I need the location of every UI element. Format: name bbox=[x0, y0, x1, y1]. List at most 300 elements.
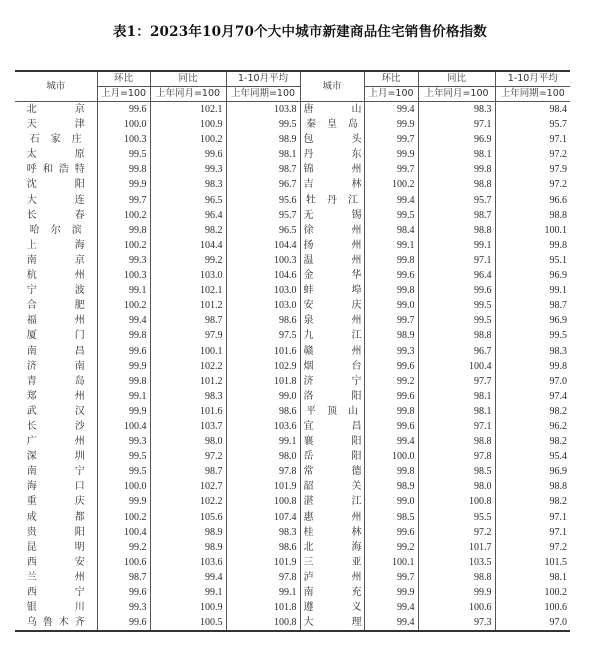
city-name: 惠 州 bbox=[303, 511, 362, 523]
city-cell bbox=[300, 328, 364, 343]
city-cell bbox=[15, 162, 97, 177]
avg-cell: 101.8 bbox=[226, 600, 300, 615]
city-name: 南 充 bbox=[303, 587, 362, 598]
mom-cell: 100.6 bbox=[97, 555, 150, 570]
header-mom-base-left: 上月=100 bbox=[97, 87, 150, 102]
city-cell bbox=[15, 238, 97, 253]
yoy-cell: 99.4 bbox=[150, 570, 226, 585]
mom-cell: 99.8 bbox=[97, 162, 150, 177]
yoy-cell: 99.1 bbox=[418, 238, 495, 253]
city-name: 韶 关 bbox=[303, 481, 362, 493]
mom-cell: 100.0 bbox=[97, 479, 150, 494]
yoy-cell: 96.4 bbox=[418, 268, 495, 283]
header-avg-base-right: 上年同期=100 bbox=[495, 87, 570, 102]
mom-cell: 99.8 bbox=[364, 283, 418, 298]
city-name: 北 海 bbox=[303, 541, 362, 553]
city-cell bbox=[15, 283, 97, 298]
mom-cell: 100.2 bbox=[97, 510, 150, 525]
avg-cell: 96.7 bbox=[226, 177, 300, 192]
header-yoy-left: 同比 bbox=[150, 71, 226, 87]
mom-cell: 100.0 bbox=[97, 117, 150, 132]
avg-cell: 99.0 bbox=[226, 389, 300, 404]
mom-cell: 99.8 bbox=[97, 374, 150, 389]
avg-cell: 107.4 bbox=[226, 510, 300, 525]
mom-cell: 99.5 bbox=[97, 147, 150, 162]
city-cell bbox=[15, 555, 97, 570]
mom-cell: 99.4 bbox=[364, 600, 418, 615]
city-cell bbox=[15, 132, 97, 147]
table-row bbox=[15, 419, 570, 434]
table-row bbox=[15, 585, 570, 600]
mom-cell: 99.6 bbox=[97, 615, 150, 631]
table-row bbox=[15, 283, 570, 298]
avg-cell: 101.6 bbox=[226, 344, 300, 359]
avg-cell: 99.1 bbox=[226, 434, 300, 449]
yoy-cell: 98.8 bbox=[418, 328, 495, 343]
city-cell bbox=[300, 117, 364, 132]
city-cell bbox=[300, 600, 364, 615]
header-yoy-base-left: 上年同月=100 bbox=[150, 87, 226, 102]
city-name: 广 州 bbox=[26, 436, 85, 448]
city-name: 济 南 bbox=[26, 360, 85, 372]
yoy-cell: 95.7 bbox=[418, 193, 495, 208]
city-cell bbox=[15, 328, 97, 343]
avg-cell: 100.3 bbox=[226, 253, 300, 268]
mom-cell: 99.9 bbox=[364, 585, 418, 600]
city-name: 重 庆 bbox=[26, 496, 85, 508]
header-row-1 bbox=[15, 71, 570, 87]
city-cell bbox=[15, 102, 97, 118]
avg-cell: 98.8 bbox=[495, 479, 570, 494]
avg-cell: 97.8 bbox=[226, 464, 300, 479]
mom-cell: 100.0 bbox=[364, 449, 418, 464]
yoy-cell: 100.9 bbox=[150, 117, 226, 132]
city-name: 宜 昌 bbox=[303, 420, 362, 432]
city-cell bbox=[300, 298, 364, 313]
mom-cell: 99.4 bbox=[364, 102, 418, 118]
city-cell bbox=[15, 510, 97, 525]
city-name: 济 宁 bbox=[303, 375, 362, 387]
avg-cell: 98.7 bbox=[495, 298, 570, 313]
avg-cell: 102.9 bbox=[226, 359, 300, 374]
city-name: 杭 州 bbox=[26, 270, 85, 282]
city-cell bbox=[300, 283, 364, 298]
city-cell bbox=[300, 479, 364, 494]
city-cell bbox=[15, 147, 97, 162]
city-cell bbox=[15, 449, 97, 464]
header-avg-left: 1-10月平均 bbox=[226, 71, 300, 87]
avg-cell: 98.6 bbox=[226, 404, 300, 419]
avg-cell: 98.6 bbox=[226, 540, 300, 555]
yoy-cell: 97.1 bbox=[418, 253, 495, 268]
city-cell bbox=[300, 162, 364, 177]
mom-cell: 99.6 bbox=[364, 389, 418, 404]
yoy-cell: 102.1 bbox=[150, 283, 226, 298]
header-avg-base-left: 上年同期=100 bbox=[226, 87, 300, 102]
yoy-cell: 102.2 bbox=[150, 359, 226, 374]
city-name: 九 江 bbox=[303, 330, 362, 342]
city-name: 秦 皇 岛 bbox=[306, 119, 358, 131]
city-cell bbox=[15, 615, 97, 631]
city-name: 长 沙 bbox=[26, 420, 85, 432]
yoy-cell: 98.1 bbox=[418, 389, 495, 404]
city-cell bbox=[15, 570, 97, 585]
header-row-2 bbox=[15, 87, 570, 102]
avg-cell: 95.7 bbox=[226, 208, 300, 223]
avg-cell: 103.8 bbox=[226, 102, 300, 118]
yoy-cell: 103.5 bbox=[418, 555, 495, 570]
table-row bbox=[15, 147, 570, 162]
city-cell bbox=[300, 253, 364, 268]
yoy-cell: 100.2 bbox=[150, 132, 226, 147]
city-name: 上 海 bbox=[26, 239, 85, 251]
mom-cell: 98.9 bbox=[364, 479, 418, 494]
yoy-cell: 99.6 bbox=[418, 283, 495, 298]
table-body bbox=[15, 102, 570, 632]
mom-cell: 99.7 bbox=[97, 193, 150, 208]
table-row bbox=[15, 177, 570, 192]
header-city-left: 城市 bbox=[15, 71, 97, 102]
avg-cell: 98.8 bbox=[495, 208, 570, 223]
yoy-cell: 97.1 bbox=[418, 419, 495, 434]
yoy-cell: 96.4 bbox=[150, 208, 226, 223]
mom-cell: 99.8 bbox=[364, 404, 418, 419]
yoy-cell: 98.5 bbox=[418, 464, 495, 479]
mom-cell: 98.5 bbox=[364, 510, 418, 525]
city-cell bbox=[300, 313, 364, 328]
avg-cell: 98.9 bbox=[226, 132, 300, 147]
yoy-cell: 102.2 bbox=[150, 494, 226, 509]
mom-cell: 99.4 bbox=[97, 313, 150, 328]
table-row bbox=[15, 344, 570, 359]
city-name: 湛 江 bbox=[303, 496, 362, 508]
mom-cell: 99.3 bbox=[97, 600, 150, 615]
mom-cell: 100.2 bbox=[97, 208, 150, 223]
yoy-cell: 97.9 bbox=[150, 328, 226, 343]
yoy-cell: 97.2 bbox=[150, 449, 226, 464]
mom-cell: 100.2 bbox=[97, 238, 150, 253]
city-cell bbox=[300, 434, 364, 449]
mom-cell: 100.2 bbox=[364, 177, 418, 192]
avg-cell: 103.6 bbox=[226, 419, 300, 434]
avg-cell: 100.6 bbox=[495, 600, 570, 615]
city-name: 丹 东 bbox=[303, 149, 362, 161]
city-name: 赣 州 bbox=[303, 345, 362, 357]
city-name: 平 顶 山 bbox=[306, 405, 358, 417]
yoy-cell: 98.1 bbox=[418, 404, 495, 419]
city-name: 吉 林 bbox=[303, 179, 362, 191]
city-name: 安 庆 bbox=[303, 300, 362, 312]
city-name: 泸 州 bbox=[303, 571, 362, 583]
city-cell bbox=[300, 374, 364, 389]
table-row bbox=[15, 525, 570, 540]
city-cell bbox=[15, 494, 97, 509]
table-row bbox=[15, 223, 570, 238]
city-cell bbox=[15, 253, 97, 268]
mom-cell: 100.3 bbox=[97, 268, 150, 283]
header-city-right: 城市 bbox=[300, 71, 364, 102]
avg-cell: 98.2 bbox=[495, 434, 570, 449]
avg-cell: 97.2 bbox=[495, 177, 570, 192]
yoy-cell: 98.9 bbox=[150, 540, 226, 555]
avg-cell: 97.1 bbox=[495, 525, 570, 540]
city-cell bbox=[15, 419, 97, 434]
mom-cell: 98.7 bbox=[97, 570, 150, 585]
table-row bbox=[15, 510, 570, 525]
avg-cell: 99.5 bbox=[226, 117, 300, 132]
avg-cell: 98.0 bbox=[226, 449, 300, 464]
avg-cell: 99.8 bbox=[495, 359, 570, 374]
avg-cell: 96.2 bbox=[495, 419, 570, 434]
avg-cell: 96.6 bbox=[495, 193, 570, 208]
table-row bbox=[15, 494, 570, 509]
city-cell bbox=[300, 555, 364, 570]
city-name: 包 头 bbox=[303, 134, 362, 146]
city-cell bbox=[15, 268, 97, 283]
city-cell bbox=[300, 177, 364, 192]
avg-cell: 98.1 bbox=[495, 570, 570, 585]
city-cell bbox=[15, 177, 97, 192]
mom-cell: 99.9 bbox=[364, 147, 418, 162]
table-row bbox=[15, 570, 570, 585]
city-name: 洛 阳 bbox=[303, 390, 362, 402]
avg-cell: 99.8 bbox=[495, 238, 570, 253]
city-name: 牡 丹 江 bbox=[306, 194, 358, 206]
city-cell bbox=[300, 615, 364, 631]
city-cell bbox=[300, 510, 364, 525]
avg-cell: 96.9 bbox=[495, 268, 570, 283]
yoy-cell: 99.1 bbox=[150, 585, 226, 600]
city-name: 徐 州 bbox=[303, 224, 362, 236]
yoy-cell: 98.0 bbox=[418, 479, 495, 494]
yoy-cell: 99.8 bbox=[418, 162, 495, 177]
city-cell bbox=[15, 585, 97, 600]
city-name: 无 锡 bbox=[303, 209, 362, 221]
avg-cell: 98.2 bbox=[495, 494, 570, 509]
mom-cell: 99.6 bbox=[97, 585, 150, 600]
yoy-cell: 99.3 bbox=[150, 162, 226, 177]
city-name: 郑 州 bbox=[26, 390, 85, 402]
mom-cell: 99.3 bbox=[97, 253, 150, 268]
city-cell bbox=[300, 132, 364, 147]
mom-cell: 99.2 bbox=[364, 540, 418, 555]
avg-cell: 104.6 bbox=[226, 268, 300, 283]
avg-cell: 95.4 bbox=[495, 449, 570, 464]
city-cell bbox=[15, 208, 97, 223]
avg-cell: 97.2 bbox=[495, 147, 570, 162]
table-row bbox=[15, 268, 570, 283]
mom-cell: 99.6 bbox=[97, 344, 150, 359]
yoy-cell: 98.8 bbox=[418, 177, 495, 192]
mom-cell: 99.4 bbox=[364, 193, 418, 208]
city-name: 遵 义 bbox=[303, 602, 362, 614]
yoy-cell: 105.6 bbox=[150, 510, 226, 525]
city-name: 扬 州 bbox=[303, 239, 362, 251]
avg-cell: 97.1 bbox=[495, 132, 570, 147]
city-name: 南 京 bbox=[26, 254, 85, 266]
yoy-cell: 98.9 bbox=[150, 525, 226, 540]
city-cell bbox=[300, 102, 364, 118]
city-name: 烟 台 bbox=[303, 360, 362, 372]
mom-cell: 100.3 bbox=[97, 132, 150, 147]
mom-cell: 99.3 bbox=[364, 344, 418, 359]
mom-cell: 99.8 bbox=[364, 464, 418, 479]
avg-cell: 100.1 bbox=[495, 223, 570, 238]
yoy-cell: 97.2 bbox=[418, 525, 495, 540]
table-row bbox=[15, 208, 570, 223]
yoy-cell: 100.1 bbox=[150, 344, 226, 359]
mom-cell: 99.4 bbox=[364, 434, 418, 449]
avg-cell: 97.4 bbox=[495, 389, 570, 404]
mom-cell: 100.4 bbox=[97, 525, 150, 540]
avg-cell: 97.0 bbox=[495, 615, 570, 631]
city-name: 西 宁 bbox=[26, 587, 85, 598]
avg-cell: 101.5 bbox=[495, 555, 570, 570]
yoy-cell: 98.3 bbox=[150, 389, 226, 404]
yoy-cell: 100.5 bbox=[150, 615, 226, 631]
city-cell bbox=[300, 570, 364, 585]
mom-cell: 99.6 bbox=[97, 102, 150, 118]
city-name: 兰 州 bbox=[26, 571, 85, 583]
table-row bbox=[15, 193, 570, 208]
header-yoy-base-right: 上年同月=100 bbox=[418, 87, 495, 102]
yoy-cell: 98.2 bbox=[150, 223, 226, 238]
yoy-cell: 96.5 bbox=[150, 193, 226, 208]
avg-cell: 101.9 bbox=[226, 479, 300, 494]
table-row bbox=[15, 253, 570, 268]
city-name: 长 春 bbox=[26, 209, 85, 221]
city-cell bbox=[300, 223, 364, 238]
mom-cell: 99.8 bbox=[97, 328, 150, 343]
mom-cell: 99.7 bbox=[364, 313, 418, 328]
mom-cell: 99.1 bbox=[97, 283, 150, 298]
mom-cell: 99.8 bbox=[364, 253, 418, 268]
mom-cell: 99.7 bbox=[364, 132, 418, 147]
city-name: 青 岛 bbox=[26, 375, 85, 387]
city-name: 泉 州 bbox=[303, 315, 362, 327]
city-cell bbox=[300, 525, 364, 540]
city-cell bbox=[15, 389, 97, 404]
avg-cell: 96.5 bbox=[226, 223, 300, 238]
city-name: 石 家 庄 bbox=[29, 134, 82, 146]
mom-cell: 98.9 bbox=[364, 328, 418, 343]
city-name: 三 亚 bbox=[303, 556, 362, 568]
table-row bbox=[15, 117, 570, 132]
table-row bbox=[15, 298, 570, 313]
city-cell bbox=[300, 208, 364, 223]
avg-cell: 97.2 bbox=[495, 540, 570, 555]
city-name: 南 宁 bbox=[26, 466, 85, 478]
city-name: 成 都 bbox=[26, 511, 85, 523]
city-name: 乌 鲁 木 齐 bbox=[26, 617, 85, 629]
avg-cell: 99.1 bbox=[226, 585, 300, 600]
avg-cell: 97.8 bbox=[226, 570, 300, 585]
avg-cell: 98.7 bbox=[226, 162, 300, 177]
mom-cell: 99.0 bbox=[364, 298, 418, 313]
city-name: 银 川 bbox=[26, 602, 85, 614]
city-cell bbox=[15, 479, 97, 494]
yoy-cell: 103.7 bbox=[150, 419, 226, 434]
city-name: 武 汉 bbox=[26, 405, 85, 417]
city-cell bbox=[15, 374, 97, 389]
table-row bbox=[15, 540, 570, 555]
city-name: 岳 阳 bbox=[303, 451, 362, 463]
table-row bbox=[15, 449, 570, 464]
table-row bbox=[15, 328, 570, 343]
table-title: 表1：2023年10月70个大中城市新建商品住宅销售价格指数 bbox=[112, 24, 488, 40]
city-cell bbox=[15, 525, 97, 540]
yoy-cell: 98.3 bbox=[418, 102, 495, 118]
city-cell bbox=[300, 193, 364, 208]
mom-cell: 99.9 bbox=[97, 177, 150, 192]
yoy-cell: 103.6 bbox=[150, 555, 226, 570]
city-name: 昆 明 bbox=[26, 541, 85, 553]
table-row bbox=[15, 102, 570, 118]
mom-cell: 99.1 bbox=[97, 389, 150, 404]
city-name: 呼 和 浩 特 bbox=[26, 164, 85, 176]
city-name: 西 安 bbox=[26, 556, 85, 568]
table-row bbox=[15, 162, 570, 177]
table-row bbox=[15, 132, 570, 147]
city-name: 北 京 bbox=[26, 104, 85, 115]
yoy-cell: 101.6 bbox=[150, 404, 226, 419]
avg-cell: 99.1 bbox=[495, 283, 570, 298]
city-cell bbox=[300, 344, 364, 359]
city-name: 蚌 埠 bbox=[303, 285, 362, 297]
yoy-cell: 98.3 bbox=[150, 177, 226, 192]
yoy-cell: 100.8 bbox=[418, 494, 495, 509]
yoy-cell: 99.2 bbox=[150, 253, 226, 268]
table-row bbox=[15, 313, 570, 328]
city-cell bbox=[300, 540, 364, 555]
mom-cell: 99.8 bbox=[97, 223, 150, 238]
yoy-cell: 100.9 bbox=[150, 600, 226, 615]
mom-cell: 99.9 bbox=[97, 494, 150, 509]
city-cell bbox=[15, 298, 97, 313]
avg-cell: 98.2 bbox=[495, 404, 570, 419]
city-cell bbox=[15, 117, 97, 132]
avg-cell: 95.1 bbox=[495, 253, 570, 268]
avg-cell: 101.9 bbox=[226, 555, 300, 570]
city-name: 宁 波 bbox=[26, 285, 85, 297]
yoy-cell: 98.8 bbox=[418, 570, 495, 585]
city-cell bbox=[300, 389, 364, 404]
city-name: 太 原 bbox=[26, 149, 85, 161]
city-name: 锦 州 bbox=[303, 164, 362, 176]
mom-cell: 99.6 bbox=[364, 419, 418, 434]
yoy-cell: 97.8 bbox=[418, 449, 495, 464]
city-cell bbox=[300, 268, 364, 283]
avg-cell: 101.8 bbox=[226, 374, 300, 389]
mom-cell: 99.9 bbox=[97, 404, 150, 419]
table-row bbox=[15, 479, 570, 494]
avg-cell: 97.5 bbox=[226, 328, 300, 343]
header-yoy-right: 同比 bbox=[418, 71, 495, 87]
yoy-cell: 98.8 bbox=[418, 223, 495, 238]
avg-cell: 100.8 bbox=[226, 494, 300, 509]
mom-cell: 99.1 bbox=[364, 238, 418, 253]
yoy-cell: 99.6 bbox=[150, 147, 226, 162]
mom-cell: 99.4 bbox=[364, 615, 418, 631]
yoy-cell: 100.4 bbox=[418, 359, 495, 374]
table-row bbox=[15, 389, 570, 404]
avg-cell: 99.5 bbox=[495, 328, 570, 343]
header-mom-base-right: 上月=100 bbox=[364, 87, 418, 102]
city-cell bbox=[300, 464, 364, 479]
avg-cell: 100.8 bbox=[226, 615, 300, 631]
city-cell bbox=[15, 600, 97, 615]
yoy-cell: 101.2 bbox=[150, 374, 226, 389]
